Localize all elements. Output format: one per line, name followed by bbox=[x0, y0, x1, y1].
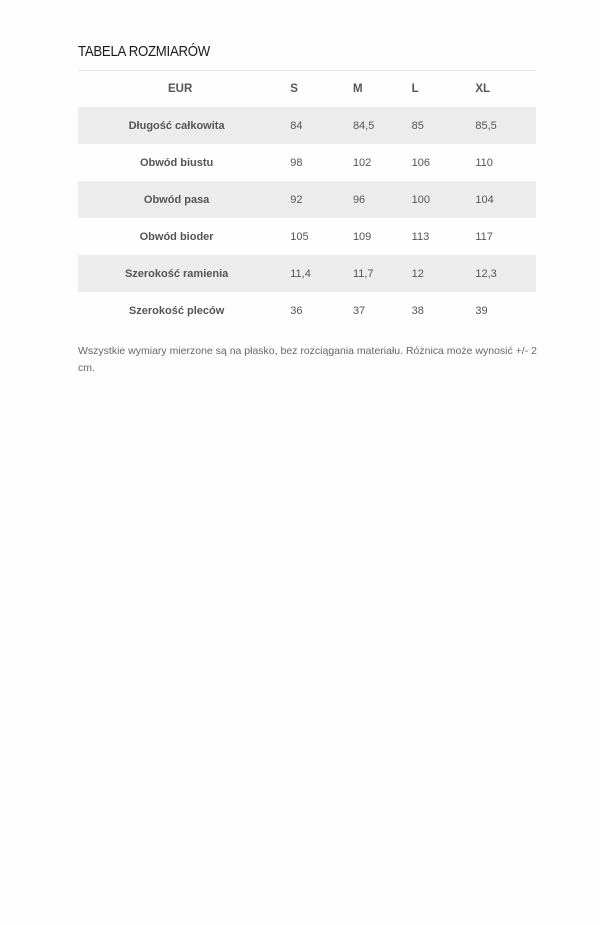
row-label: Szerokość pleców bbox=[128, 304, 225, 317]
table-row bbox=[78, 292, 536, 329]
header-eur: EUR bbox=[168, 83, 193, 95]
size-table bbox=[78, 71, 536, 329]
cell-value: 113 bbox=[411, 230, 430, 243]
cell-value: 92 bbox=[275, 181, 341, 218]
header-size-s: S bbox=[290, 83, 298, 95]
cell-value: 39 bbox=[475, 304, 488, 317]
size-chart-section bbox=[78, 40, 536, 388]
cell-value: 37 bbox=[352, 304, 366, 317]
cell-value: 38 bbox=[411, 304, 424, 317]
header-size-l: L bbox=[411, 83, 419, 95]
cell-value: 110 bbox=[475, 156, 493, 169]
table-row bbox=[78, 218, 536, 255]
cell-value: 11,7 bbox=[341, 255, 403, 292]
cell-value: 98 bbox=[290, 156, 303, 169]
table-row bbox=[78, 144, 536, 181]
cell-value: 109 bbox=[352, 230, 372, 243]
table-row bbox=[78, 181, 536, 218]
cell-value: 105 bbox=[290, 230, 309, 243]
cell-value: 96 bbox=[341, 181, 403, 218]
cell-value: 102 bbox=[352, 156, 372, 169]
cell-value: 100 bbox=[403, 181, 467, 218]
cell-value: 106 bbox=[411, 156, 431, 169]
cell-value: 12,3 bbox=[466, 255, 536, 292]
cell-value: 117 bbox=[475, 230, 493, 243]
header-size-xl: XL bbox=[475, 83, 491, 95]
row-label: Obwód pasa bbox=[78, 181, 275, 218]
measurement-note: Wszystkie wymiary mierzone są na płasko, bez rozciągania materiału. Różnica może wynosić +/- 2 cm. bbox=[78, 345, 537, 374]
table-header-row bbox=[78, 71, 536, 107]
cell-value: 12 bbox=[403, 255, 467, 292]
row-label: Szerokość ramienia bbox=[78, 255, 275, 292]
page-title: TABELA ROZMIARÓW bbox=[78, 40, 536, 71]
table-row bbox=[78, 107, 536, 144]
row-label: Długość całkowita bbox=[78, 107, 275, 144]
cell-value: 11,4 bbox=[275, 255, 341, 292]
cell-value: 104 bbox=[466, 181, 536, 218]
cell-value: 84,5 bbox=[341, 107, 403, 144]
cell-value: 85,5 bbox=[466, 107, 536, 144]
row-label: Obwód bioder bbox=[139, 230, 214, 243]
cell-value: 84 bbox=[275, 107, 341, 144]
header-size-m: M bbox=[352, 83, 363, 95]
cell-value: 85 bbox=[403, 107, 467, 144]
row-label: Obwód biustu bbox=[139, 156, 214, 169]
table-row bbox=[78, 255, 536, 292]
cell-value: 36 bbox=[290, 304, 303, 317]
